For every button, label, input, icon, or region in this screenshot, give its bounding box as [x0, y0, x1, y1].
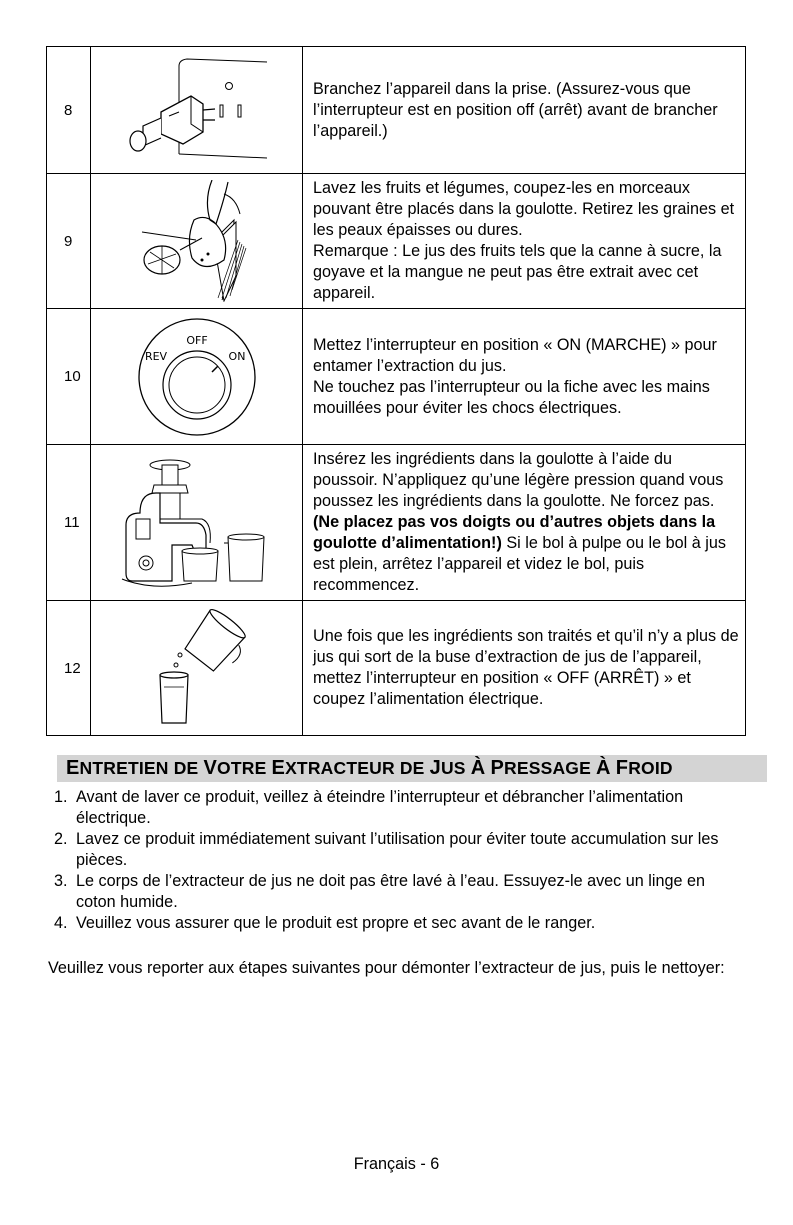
- step-paragraph: Insérez les ingrédients dans la goulotte à l’aide du poussoir. N’appliquez qu’une légère pression quand vous poussez les ingrédients dans la goulotte. Ne forcez pas.: [313, 450, 724, 510]
- step-text: [303, 309, 746, 445]
- dial-off-label: OFF: [185, 333, 208, 347]
- step-paragraph: Mettez l’interrupteur en position « ON (MARCHE) » pour entamer l’extraction du jus.: [313, 335, 717, 375]
- page-footer: Français - 6: [353, 1155, 440, 1173]
- heading-letter: E: [271, 757, 286, 779]
- step-number: 9: [47, 174, 91, 309]
- step-row: [47, 47, 746, 174]
- power-dial-icon: [91, 309, 303, 445]
- step-text: Branchez l’appareil dans la prise. (Assurez-vous que l’interrupteur est en position off (arrêt) avant de brancher l’appareil.): [303, 47, 746, 174]
- step-number: 10: [47, 309, 91, 445]
- step-text: [303, 174, 746, 309]
- list-number: 2.: [54, 830, 68, 848]
- list-item: [48, 871, 738, 913]
- step-paragraph-cont: Si le bol à pulpe ou le bol à jus est plein, arrêtez l’appareil et videz le bol, puis recommencez.: [313, 534, 726, 594]
- step-text: [303, 445, 746, 601]
- heading-word: NTRETIEN DE: [79, 758, 204, 778]
- list-item: [48, 829, 738, 871]
- dial-on-label: ON: [228, 349, 245, 363]
- heading-letter: E: [66, 757, 80, 779]
- step-number: 8: [47, 47, 91, 174]
- list-item: [48, 913, 738, 934]
- juicer-machine-icon: [91, 445, 303, 601]
- pour-cup-icon: [91, 601, 303, 736]
- heading-letter: V: [203, 757, 218, 779]
- list-text: Veuillez vous assurer que le produit est propre et sec avant de le ranger.: [76, 914, 596, 932]
- step-number: 11: [47, 445, 91, 601]
- heading-letter: À: [596, 757, 611, 779]
- heading-letter: F: [615, 757, 629, 779]
- step-row: [47, 309, 746, 445]
- plug-outlet-icon: [91, 47, 303, 174]
- step-note: Ne touchez pas l’interrupteur ou la fiche avec les mains mouillées pour éviter les chocs électriques.: [313, 377, 710, 417]
- section-heading: [57, 755, 767, 782]
- list-number: 4.: [54, 914, 68, 932]
- heading-word: XTRACTEUR DE: [285, 758, 430, 778]
- heading-letter: J: [429, 757, 441, 779]
- step-row: [47, 445, 746, 601]
- list-number: 1.: [54, 788, 68, 806]
- step-text: Une fois que les ingrédients son traités et qu’il n’y a plus de jus qui sort de la buse d’extraction de jus de l’appareil, mettez l’interrupteur en position « OFF (ARRÊT) » et coupez l’alimentation électrique.: [303, 601, 746, 736]
- heading-letter: À: [470, 757, 486, 779]
- heading-word: ROID: [628, 758, 673, 778]
- list-item: [48, 787, 738, 829]
- step-warning: (Ne placez pas vos doigts ou d’autres objets dans la goulotte d’alimentation!): [313, 513, 716, 552]
- heading-word: OTRE: [217, 758, 272, 778]
- step-number: 12: [47, 601, 91, 736]
- list-text: Lavez ce produit immédiatement suivant l’utilisation pour éviter toute accumulation sur les pièces.: [76, 830, 719, 869]
- list-text: Avant de laver ce produit, veillez à éteindre l’interrupteur et débrancher l’alimentation électrique.: [76, 788, 684, 827]
- heading-word: RESSAGE: [504, 758, 597, 778]
- list-number: 3.: [54, 872, 68, 890]
- step-row: [47, 601, 746, 736]
- heading-word: US: [440, 758, 471, 778]
- cut-fruit-icon: [91, 174, 303, 309]
- steps-table: [46, 46, 746, 736]
- step-paragraph: Lavez les fruits et légumes, coupez-les en morceaux pouvant être placés dans la goulotte. Retirez les graines et les peaux épaisses ou dures.: [313, 179, 735, 239]
- care-list: [48, 787, 738, 934]
- step-row: [47, 174, 746, 309]
- list-text: Le corps de l’extracteur de jus ne doit pas être lavé à l’eau. Essuyez-le avec un linge en coton humide.: [76, 872, 705, 911]
- disassembly-intro: Veuillez vous reporter aux étapes suivantes pour démonter l’extracteur de jus, puis le nettoyer:: [48, 959, 725, 977]
- step-note: Remarque : Le jus des fruits tels que la canne à sucre, la goyave et la mangue ne peut pas être extrait avec cet appareil.: [313, 242, 722, 302]
- dial-rev-label: REV: [144, 349, 167, 363]
- heading-letter: P: [490, 757, 504, 779]
